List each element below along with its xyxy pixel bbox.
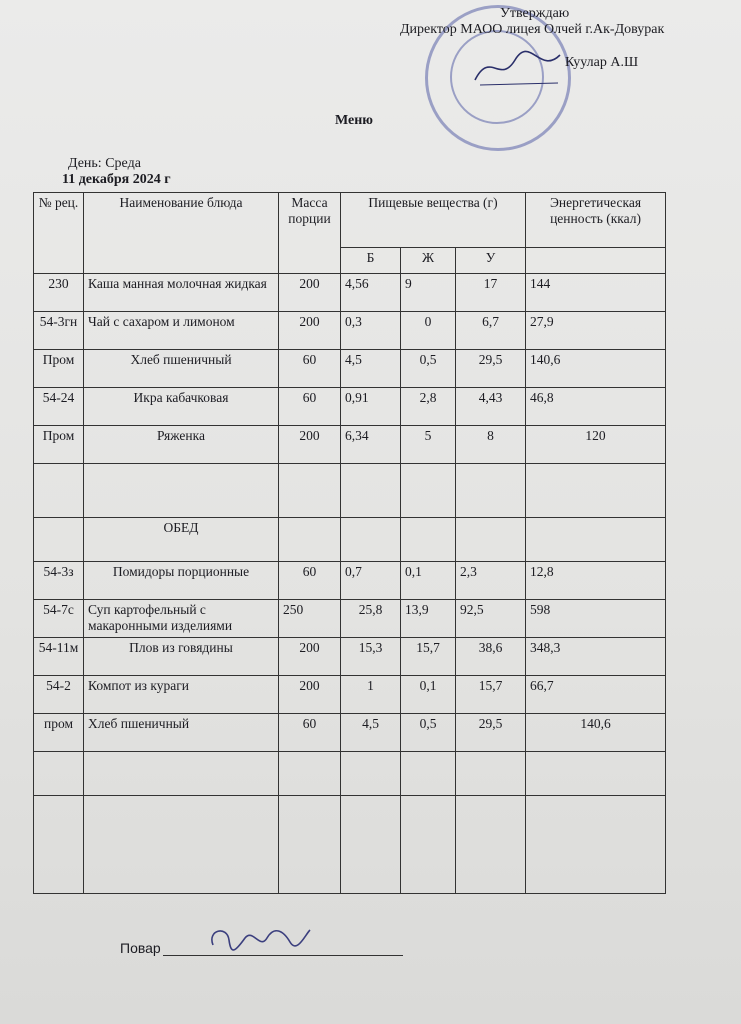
empty-row <box>34 464 666 518</box>
cell-b: 0,3 <box>341 312 401 350</box>
cell-kcal: 12,8 <box>526 562 666 600</box>
cell-num: 54-2 <box>34 676 84 714</box>
cell-mass: 60 <box>279 388 341 426</box>
cell-mass: 200 <box>279 638 341 676</box>
cell-name: Хлеб пшеничный <box>84 714 279 752</box>
approval-position: Директор МАОО лицея Олчей г.Ак-Довурак <box>400 22 665 37</box>
cell-b: 25,8 <box>341 600 401 638</box>
cell-kcal: 27,9 <box>526 312 666 350</box>
table-row <box>34 562 666 600</box>
cell-name: Икра кабачковая <box>84 388 279 426</box>
cell-kcal: 348,3 <box>526 638 666 676</box>
cook-label: Повар <box>120 940 161 956</box>
table-row <box>34 714 666 752</box>
cell-b: 1 <box>341 676 401 714</box>
director-signature <box>470 45 565 90</box>
menu-table <box>33 192 666 894</box>
cell-num: Пром <box>34 350 84 388</box>
table-row <box>34 638 666 676</box>
cell-name: Чай с сахаром и лимоном <box>84 312 279 350</box>
cell-u: 4,43 <box>456 388 526 426</box>
cell-zh: 5 <box>401 426 456 464</box>
cell-u: 8 <box>456 426 526 464</box>
cell-u: 29,5 <box>456 714 526 752</box>
cell-name: Суп картофельный с макаронными изделиями <box>84 600 279 638</box>
cell-b: 15,3 <box>341 638 401 676</box>
table-row <box>34 274 666 312</box>
cell-mass: 200 <box>279 312 341 350</box>
cell-zh: 9 <box>401 274 456 312</box>
table-row <box>34 388 666 426</box>
cell-zh: 13,9 <box>401 600 456 638</box>
cell-num: 54-11м <box>34 638 84 676</box>
cell-zh: 0,1 <box>401 562 456 600</box>
cell-u: 17 <box>456 274 526 312</box>
header-nutrients: Пищевые вещества (г) <box>341 193 526 248</box>
approval-title: Утверждаю <box>500 6 570 21</box>
header-name: Наименование блюда <box>84 193 279 274</box>
cell-mass: 60 <box>279 350 341 388</box>
cell-num: пром <box>34 714 84 752</box>
cell-name: Ряженка <box>84 426 279 464</box>
cell-num: Пром <box>34 426 84 464</box>
header-zh: Ж <box>401 248 456 274</box>
cell-u: 2,3 <box>456 562 526 600</box>
cell-u: 38,6 <box>456 638 526 676</box>
cell-num: 230 <box>34 274 84 312</box>
cell-mass: 200 <box>279 274 341 312</box>
cell-num: 54-7с <box>34 600 84 638</box>
cell-name: Компот из кураги <box>84 676 279 714</box>
cell-mass: 60 <box>279 562 341 600</box>
menu-date: 11 декабря 2024 г <box>62 172 171 187</box>
table-row <box>34 600 666 638</box>
cell-b: 4,56 <box>341 274 401 312</box>
cell-mass: 250 <box>279 600 341 638</box>
cell-kcal: 144 <box>526 274 666 312</box>
cell-name: Каша манная молочная жидкая <box>84 274 279 312</box>
cell-b: 0,7 <box>341 562 401 600</box>
cell-b: 6,34 <box>341 426 401 464</box>
cell-mass: 200 <box>279 426 341 464</box>
cell-u: 92,5 <box>456 600 526 638</box>
cell-num: 54-3з <box>34 562 84 600</box>
header-b: Б <box>341 248 401 274</box>
header-mass: Масса порции <box>279 193 341 274</box>
cell-kcal: 46,8 <box>526 388 666 426</box>
cell-zh: 15,7 <box>401 638 456 676</box>
cell-b: 0,91 <box>341 388 401 426</box>
cell-zh: 0,5 <box>401 350 456 388</box>
cell-kcal: 66,7 <box>526 676 666 714</box>
cell-name: Плов из говядины <box>84 638 279 676</box>
lunch-label: ОБЕД <box>84 518 279 562</box>
approval-signature-name: Куулар А.Ш <box>565 55 639 70</box>
cell-kcal: 140,6 <box>526 350 666 388</box>
cell-num: 54-3гн <box>34 312 84 350</box>
cell-u: 6,7 <box>456 312 526 350</box>
table-row <box>34 676 666 714</box>
empty-row <box>34 796 666 894</box>
cell-kcal: 120 <box>526 426 666 464</box>
cell-u: 29,5 <box>456 350 526 388</box>
cell-zh: 0,5 <box>401 714 456 752</box>
cell-name: Хлеб пшеничный <box>84 350 279 388</box>
cell-b: 4,5 <box>341 350 401 388</box>
header-energy: Энергетическая ценность (ккал) <box>526 193 666 248</box>
header-num: № рец. <box>34 193 84 274</box>
cell-zh: 2,8 <box>401 388 456 426</box>
cell-kcal: 598 <box>526 600 666 638</box>
cell-u: 15,7 <box>456 676 526 714</box>
table-row <box>34 350 666 388</box>
cell-mass: 60 <box>279 714 341 752</box>
menu-day: День: Среда <box>68 156 141 171</box>
cell-mass: 200 <box>279 676 341 714</box>
cell-zh: 0 <box>401 312 456 350</box>
table-row <box>34 426 666 464</box>
table-row <box>34 312 666 350</box>
cell-b: 4,5 <box>341 714 401 752</box>
page-title: Меню <box>335 113 374 128</box>
cell-name: Помидоры порционные <box>84 562 279 600</box>
header-u: У <box>456 248 526 274</box>
header-energy-blank <box>526 248 666 274</box>
cell-zh: 0,1 <box>401 676 456 714</box>
empty-row <box>34 752 666 796</box>
lunch-header-row <box>34 518 666 562</box>
cell-kcal: 140,6 <box>526 714 666 752</box>
cook-signature <box>205 920 315 960</box>
cell-num: 54-24 <box>34 388 84 426</box>
